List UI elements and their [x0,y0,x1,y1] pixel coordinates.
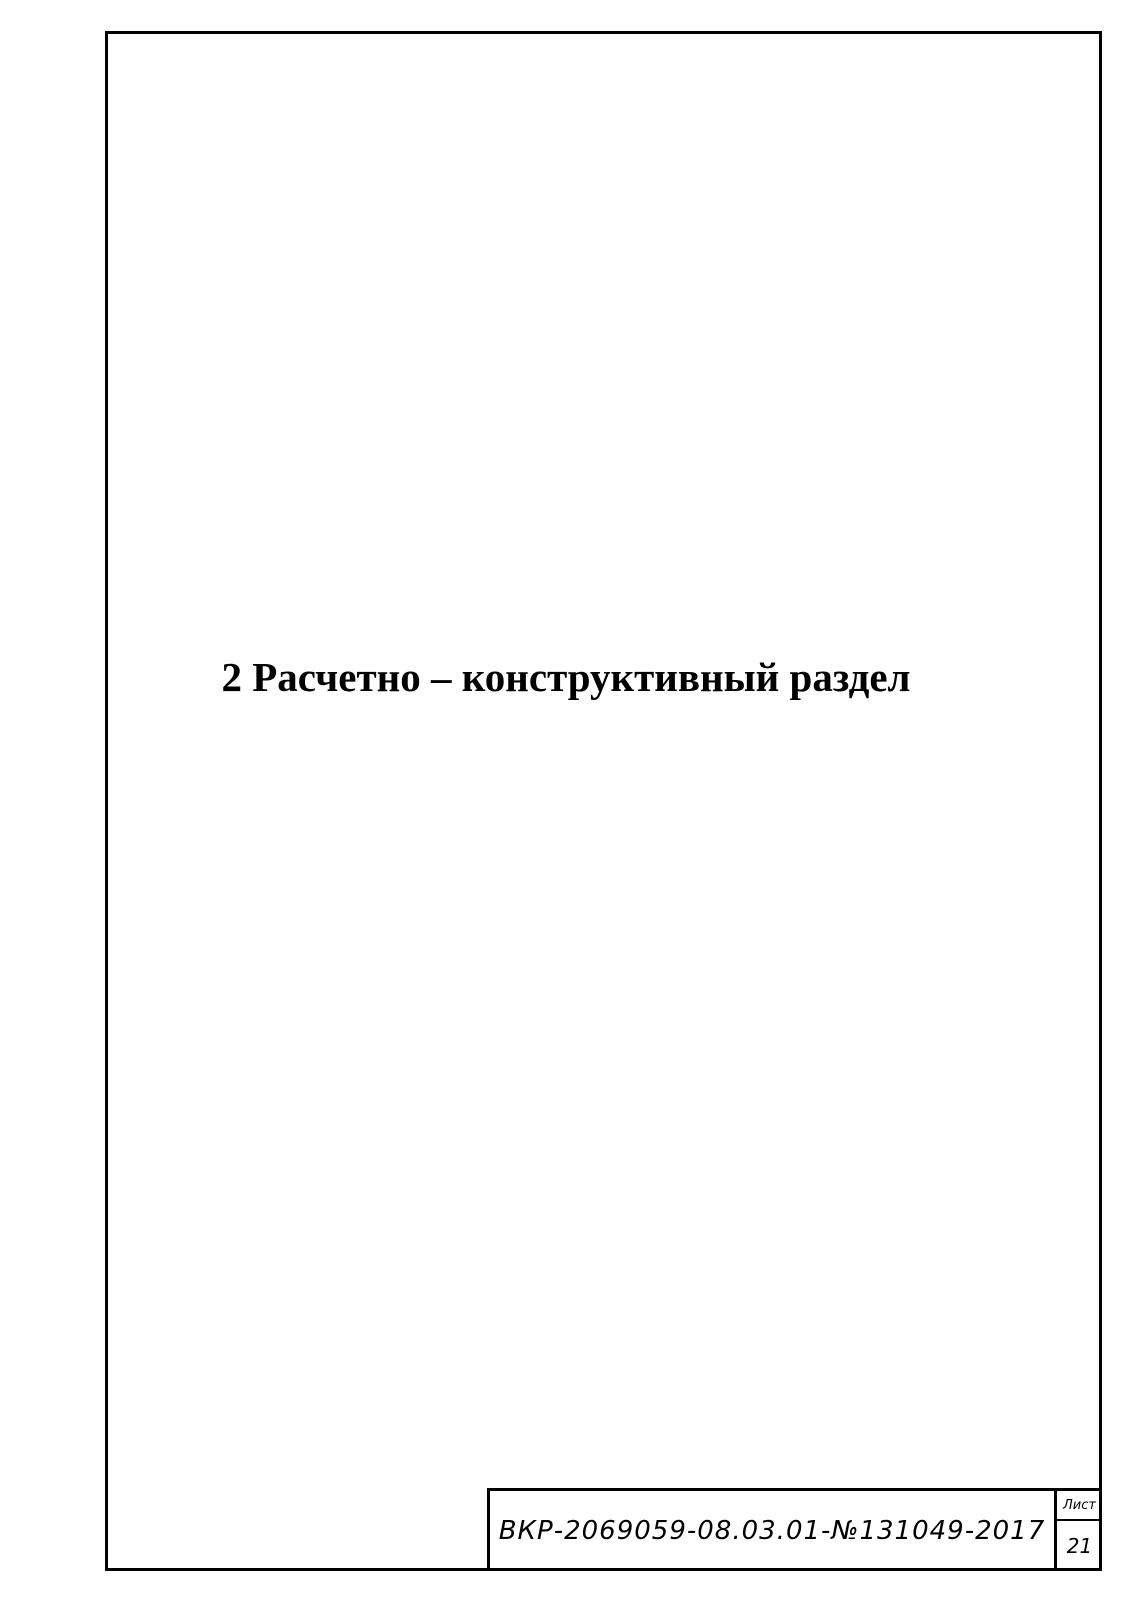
sheet-cell [1054,1491,1102,1571]
title-block [487,1488,1102,1571]
document-code: ВКР-2069059-08.03.01-№131049-2017 [498,1516,1046,1546]
sheet-number: 21 [1066,1534,1093,1558]
drawing-frame [105,31,1102,1571]
sheet-label: Лист [1057,1491,1102,1521]
section-title: 2 Расчетно – конструктивный раздел [221,654,911,700]
